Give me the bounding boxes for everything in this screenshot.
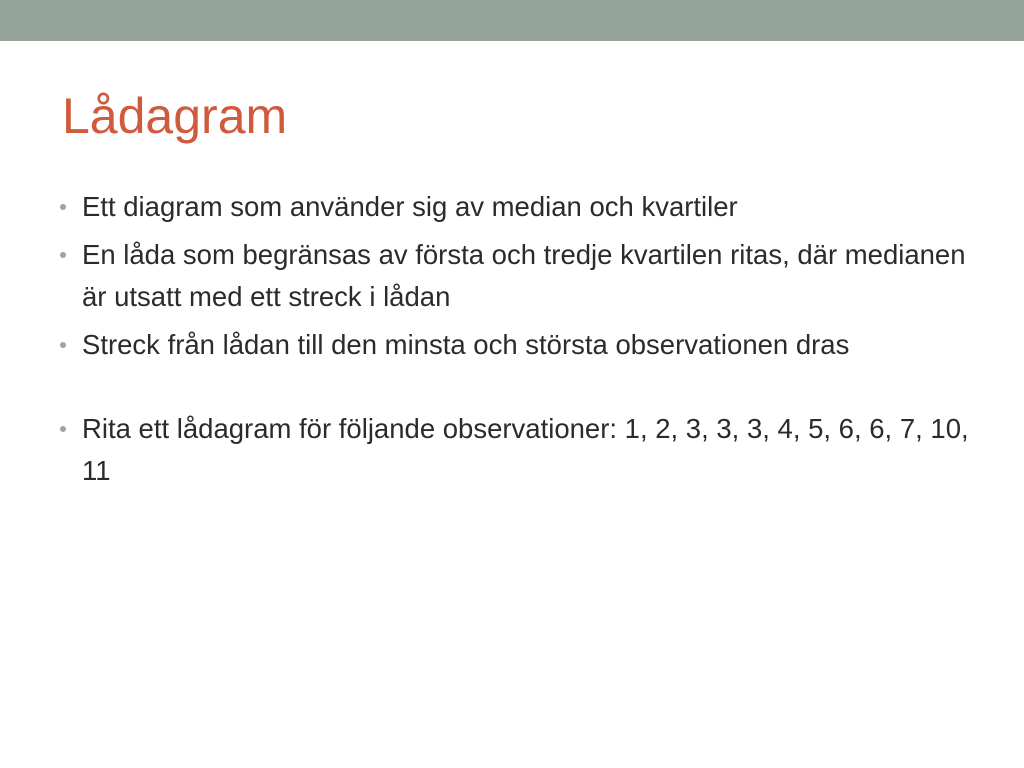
bullet-item-3 [58,324,978,366]
bullet-marker-icon [60,426,66,432]
top-accent-band [0,0,1024,41]
bullet-text-4: Rita ett lådagram för följande observationer: 1, 2, 3, 3, 3, 4, 5, 6, 6, 7, 10, 11 [82,413,969,486]
slide-title: Lådagram [62,88,288,144]
bullet-marker-icon [60,342,66,348]
bullet-item-4 [58,408,978,492]
bullet-marker-icon [60,204,66,210]
bullet-item-2 [58,234,978,318]
bullet-list [58,186,978,498]
bullet-text-1: Ett diagram som använder sig av median och kvartiler [82,191,738,222]
bullet-text-2: En låda som begränsas av första och tredje kvartilen ritas, där medianen är utsatt med ett streck i lådan [82,239,966,312]
bullet-item-1 [58,186,978,228]
bullet-marker-icon [60,252,66,258]
bullet-text-3: Streck från lådan till den minsta och största observationen dras [82,329,850,360]
